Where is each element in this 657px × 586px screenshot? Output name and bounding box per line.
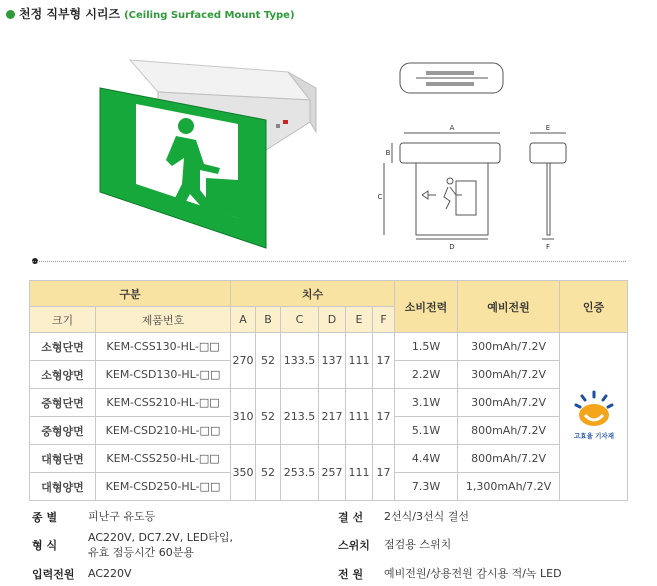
dim-d: 217 [319, 389, 346, 445]
dim-label-c: C [377, 193, 383, 201]
cert-logo-text: 고효율 기자재 [573, 432, 614, 440]
dim-d: 137 [319, 333, 346, 389]
dim-label-a: A [449, 124, 455, 132]
header-dimensions: 치수 [231, 281, 395, 307]
info-power-label: 전 원 [338, 568, 364, 581]
dim-e: 111 [346, 389, 373, 445]
row-power: 4.4W [395, 445, 458, 473]
info-switch-label: 스위치 [338, 539, 370, 552]
title-subtitle: (Ceiling Surfaced Mount Type) [124, 10, 295, 21]
subheader-c: C [281, 307, 319, 333]
dim-a: 350 [231, 445, 256, 501]
subheader-d: D [319, 307, 346, 333]
row-model: KEM-CSS250-HL-□□ [96, 445, 231, 473]
dim-b: 52 [256, 333, 281, 389]
info-form-value-1: AC220V, DC7.2V, LED타입, [88, 531, 233, 544]
dim-label-e: E [545, 124, 551, 132]
subheader-f: F [373, 307, 395, 333]
row-power: 5.1W [395, 417, 458, 445]
dim-f: 17 [373, 389, 395, 445]
dim-e: 111 [346, 333, 373, 389]
header-backup: 예비전원 [458, 281, 560, 333]
dim-b: 52 [256, 389, 281, 445]
dim-label-d: D [449, 243, 455, 251]
row-size: 중형단면 [30, 389, 96, 417]
subheader-e: E [346, 307, 373, 333]
header-power: 소비전력 [395, 281, 458, 333]
info-wiring-value: 2선식/3선식 결선 [384, 510, 469, 523]
dim-d: 257 [319, 445, 346, 501]
dim-c: 133.5 [281, 333, 319, 389]
dim-c: 253.5 [281, 445, 319, 501]
info-input-value: AC220V [88, 567, 132, 580]
row-power: 3.1W [395, 389, 458, 417]
row-power: 2.2W [395, 361, 458, 389]
dim-a: 310 [231, 389, 256, 445]
dim-b: 52 [256, 445, 281, 501]
row-size: 대형양면 [30, 473, 96, 501]
dim-c: 213.5 [281, 389, 319, 445]
row-size: 대형단면 [30, 445, 96, 473]
row-size: 중형양면 [30, 417, 96, 445]
info-wiring-label: 결 선 [338, 511, 364, 524]
header-cert: 인증 [560, 281, 628, 333]
row-model: KEM-CSD250-HL-□□ [96, 473, 231, 501]
title-text: 천정 직부형 시리즈 [19, 7, 121, 21]
dim-e: 111 [346, 445, 373, 501]
info-form-label: 형 식 [32, 539, 58, 552]
subheader-a: A [231, 307, 256, 333]
row-backup: 800mAh/7.2V [458, 417, 560, 445]
row-backup: 300mAh/7.2V [458, 389, 560, 417]
dim-label-f: F [545, 243, 551, 251]
dim-label-b: B [385, 149, 391, 157]
info-power-value: 예비전원/상용전원 감시용 적/녹 LED [384, 567, 562, 580]
row-power: 7.3W [395, 473, 458, 501]
info-kind-label: 종 별 [32, 511, 58, 524]
subheader-size: 크기 [30, 307, 96, 333]
info-form-value-2: 유효 점등시간 60분용 [88, 546, 194, 559]
row-model: KEM-CSS210-HL-□□ [96, 389, 231, 417]
row-backup: 300mAh/7.2V [458, 361, 560, 389]
row-backup: 800mAh/7.2V [458, 445, 560, 473]
info-kind-value: 피난구 유도등 [88, 510, 156, 523]
dim-f: 17 [373, 445, 395, 501]
dim-f: 17 [373, 333, 395, 389]
header-group: 구분 [30, 281, 231, 307]
row-model: KEM-CSD210-HL-□□ [96, 417, 231, 445]
subheader-b: B [256, 307, 281, 333]
row-backup: 1,300mAh/7.2V [458, 473, 560, 501]
row-size: 소형양면 [30, 361, 96, 389]
subheader-model: 제품번호 [96, 307, 231, 333]
info-switch-value: 점검용 스위치 [384, 538, 452, 551]
row-model: KEM-CSS130-HL-□□ [96, 333, 231, 361]
row-size: 소형단면 [30, 333, 96, 361]
info-input-label: 입력전원 [32, 568, 75, 581]
row-model: KEM-CSD130-HL-□□ [96, 361, 231, 389]
row-power: 1.5W [395, 333, 458, 361]
row-backup: 300mAh/7.2V [458, 333, 560, 361]
dim-a: 270 [231, 333, 256, 389]
